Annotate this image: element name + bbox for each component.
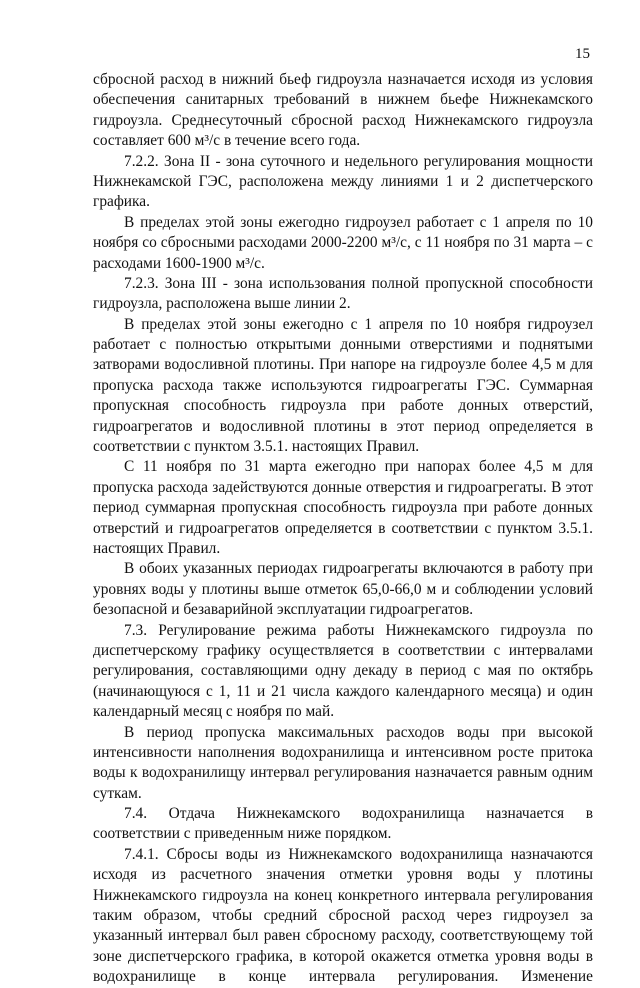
text-line: отверстий и гидроагрегатов определяется в соответствии с пунктом 3.5.1.	[93, 519, 593, 537]
document-body	[93, 70, 593, 988]
text-line: составляет 600 м³/с в течение всего года.	[93, 132, 361, 150]
text-line: расходами 1600-1900 м³/с.	[93, 254, 265, 272]
text-line: указанный интервал был равен сбросному расходу, соответствующему той	[93, 927, 593, 945]
text-line: соответствии с приведенным ниже порядком.	[93, 825, 392, 843]
text-line: работает с полностью открытыми донными отверстиями и поднятыми	[93, 336, 593, 354]
text-line: воды к водохранилищу интервал регулирования назначается равным одним	[93, 764, 593, 782]
text-line: ноября со сбросными расходами 2000-2200 м³/с, с 11 ноября по 31 марта – с	[93, 234, 593, 252]
text-line: уровнях воды у плотины выше отметок 65,0-66,0 м и соблюдении условий	[93, 580, 593, 598]
text-line: безопасной и безаварийной эксплуатации гидроагрегатов.	[93, 601, 474, 619]
text-line: 7.2.2. Зона II - зона суточного и недельного регулирования мощности	[124, 152, 593, 170]
text-line: 7.3. Регулирование режима работы Нижнекамского гидроузла по	[124, 621, 593, 639]
text-line: затворами водосливной плотины. При напоре на гидроузле более 4,5 м для	[93, 356, 593, 374]
text-line: настоящих Правил.	[93, 539, 221, 557]
text-line: (начинающуюся с 1, 11 и 21 числа каждого календарного месяца) и один	[93, 682, 593, 700]
text-line: 7.4. Отдача Нижнекамского водохранилища назначается в	[124, 805, 593, 823]
text-line: пропускная способность гидроузла при работе донных отверстий,	[93, 397, 593, 415]
text-line: обеспечения санитарных требований в нижнем бьефе Нижнекамского	[93, 91, 593, 109]
text-line: С 11 ноября по 31 марта ежегодно при напорах более 4,5 м для	[124, 458, 593, 476]
text-line: графика.	[93, 193, 150, 211]
text-line: В пределах этой зоны ежегодно с 1 апреля по 10 ноября гидроузел	[124, 315, 593, 333]
text-line: гидроузла, расположена выше линии 2.	[93, 295, 351, 313]
text-line: 7.2.3. Зона III - зона использования полной пропускной способности	[124, 274, 593, 292]
text-line: диспетчерскому графику осуществляется в соответствии с интервалами	[93, 641, 593, 659]
text-line: гидроузла. Среднесуточный сбросной расход Нижнекамского гидроузла	[93, 111, 593, 129]
text-line: В пределах этой зоны ежегодно гидроузел работает с 1 апреля по 10	[124, 213, 593, 231]
text-line: соответствии с пунктом 3.5.1. настоящих Правил.	[93, 438, 420, 456]
text-line: пропуска расхода также используются гидроагрегаты ГЭС. Суммарная	[93, 376, 593, 394]
text-line: пропуска расхода задействуются донные отверстия и гидроагрегаты. В этот	[93, 478, 593, 496]
text-line: В обоих указанных периодах гидроагрегаты включаются в работу при	[124, 560, 593, 578]
text-line: В период пропуска максимальных расходов воды при высокой	[124, 723, 593, 741]
text-line: водохранилище в конце интервала регулирования. Изменение	[93, 968, 593, 986]
text-line: 7.4.1. Сбросы воды из Нижнекамского водохранилища назначаются	[124, 845, 593, 863]
text-line: суткам.	[93, 784, 142, 802]
text-line: зоне диспетчерского графика, в которой окажется отметка уровня воды в	[93, 947, 593, 965]
text-line: интенсивности наполнения водохранилища и интенсивном росте притока	[93, 743, 593, 761]
page-number: 15	[575, 46, 590, 62]
text-line: календарный месяц с ноября по май.	[93, 703, 335, 721]
text-line: Нижнекамской ГЭС, расположена между линиями 1 и 2 диспетчерского	[93, 172, 593, 190]
text-line: таким образом, чтобы средний сбросной расход через гидроузел за	[93, 907, 593, 925]
text-line: регулирования, составляющими одну декаду в период с мая по октябрь	[93, 662, 593, 680]
text-line: Нижнекамского гидроузла на конец конкретного интервала регулирования	[93, 886, 593, 904]
text-line: сбросной расход в нижний бьеф гидроузла назначается исходя из условия	[93, 71, 593, 88]
text-line: исходя из расчетного значения отметки уровня воды у плотины	[93, 866, 593, 884]
text-line: гидроагрегатов и водосливной плотины в этот период определяется в	[93, 417, 593, 435]
text-line: период суммарная пропускная способность гидроузла при работе донных	[93, 499, 593, 517]
